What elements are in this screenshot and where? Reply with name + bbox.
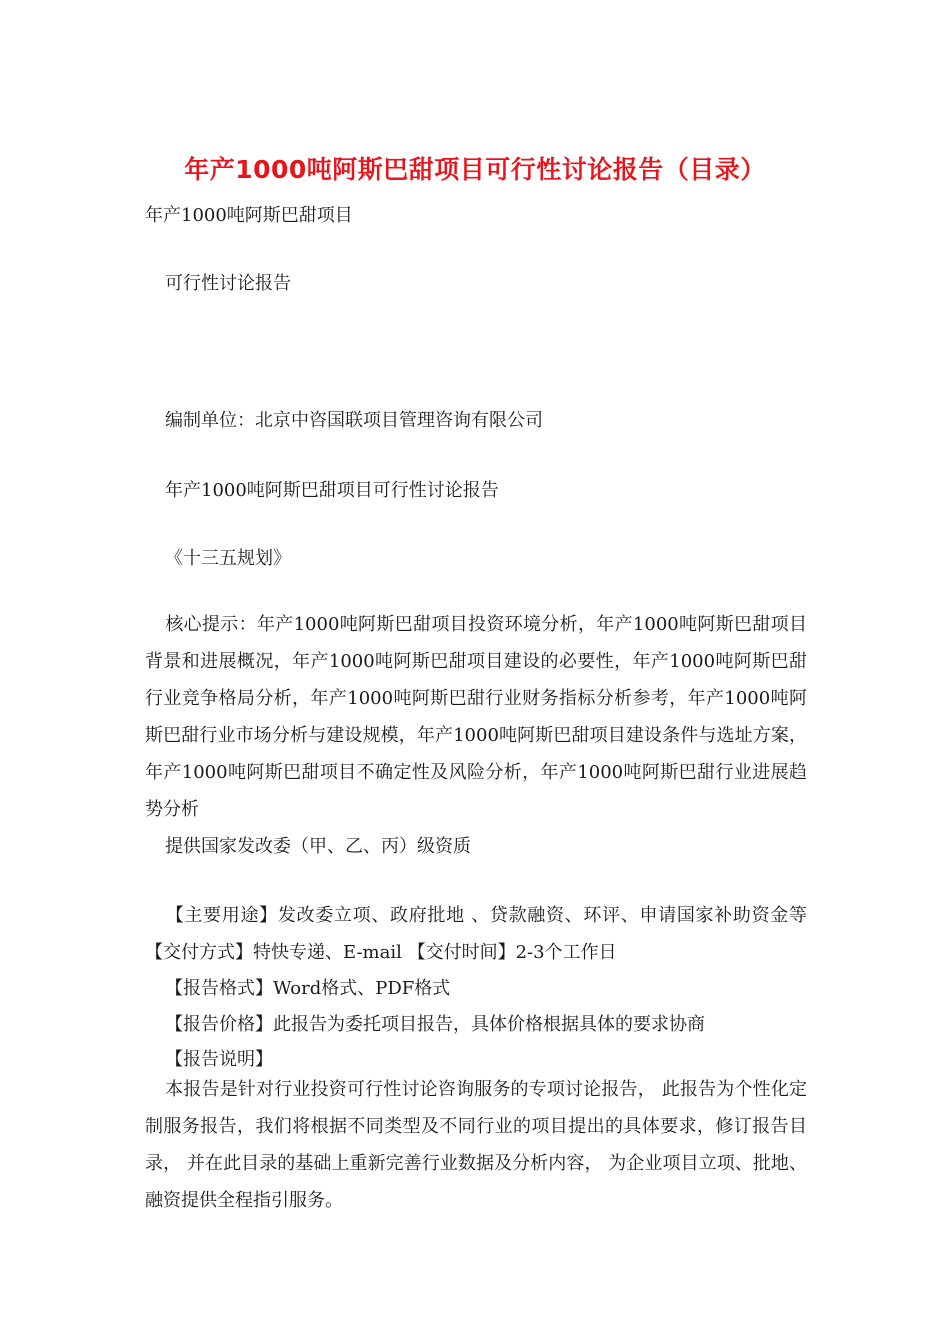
- plan-line: 《十三五规划》: [165, 548, 291, 569]
- report-name-line: 年产1000吨阿斯巴甜项目可行性讨论报告: [165, 480, 499, 501]
- price-line: 【报告价格】此报告为委托项目报告，具体价格根据具体的要求协商: [165, 1014, 705, 1035]
- usage-paragraph: [145, 897, 807, 971]
- compiler-line: 编制单位：北京中咨国联项目管理咨询有限公司: [165, 410, 543, 431]
- core-tips-paragraph: [145, 606, 807, 828]
- explain-paragraph: [145, 1071, 807, 1219]
- core-tips-text: 核心提示：年产1000吨阿斯巴甜项目投资环境分析，年产1000吨阿斯巴甜项目背景和进展概况，年产1000吨阿斯巴甜项目建设的必要性，年产1000吨阿斯巴甜行业竞争格局分析，年产1000吨阿斯巴甜行业财务指标分析参考，年产1000吨阿斯巴甜行业市场分析与建设规模，年产1000吨阿斯巴甜项目建设条件与选址方案，年产1000吨阿斯巴甜项目不确定性及风险分析，年产1000吨阿斯巴甜行业进展趋势分析: [145, 614, 807, 820]
- subtitle-report: 可行性讨论报告: [165, 273, 291, 294]
- subtitle-project: 年产1000吨阿斯巴甜项目: [145, 205, 353, 226]
- explain-label: 【报告说明】: [165, 1049, 273, 1070]
- format-line: 【报告格式】Word格式、PDF格式: [165, 978, 451, 999]
- qualification-line: 提供国家发改委（甲、乙、丙）级资质: [165, 836, 471, 857]
- explain-text: 本报告是针对行业投资可行性讨论咨询服务的专项讨论报告， 此报告为个性化定制服务报告，我们将根据不同类型及不同行业的项目提出的具体要求，修订报告目录， 并在此目录的基础上重新完善行业数据及分析内容， 为企业项目立项、批地、融资提供全程指引服务。: [145, 1079, 807, 1211]
- document-title: 年产1000吨阿斯巴甜项目可行性讨论报告（目录）: [184, 155, 766, 184]
- usage-text: 【主要用途】发改委立项、政府批地 、贷款融资、环评、申请国家补助资金等 【交付方式】特快专递、E-mail 【交付时间】2-3个工作日: [145, 905, 807, 963]
